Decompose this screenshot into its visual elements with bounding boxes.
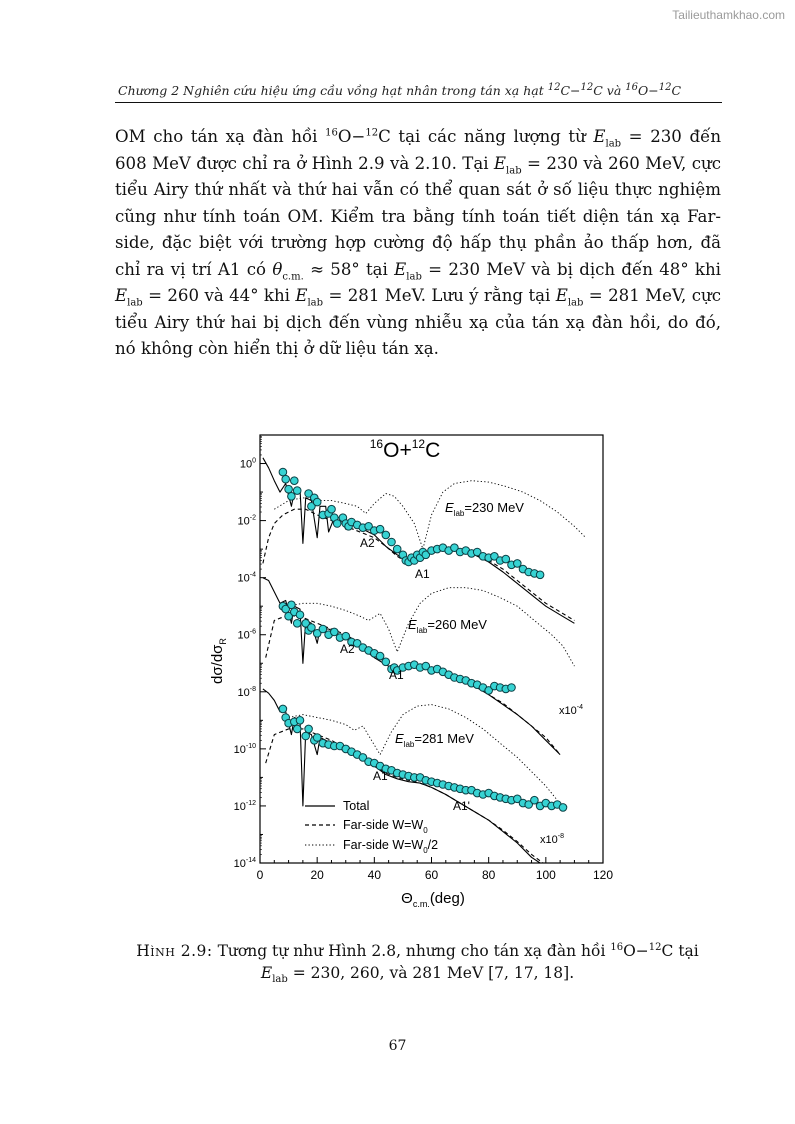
page-number: 67: [388, 1038, 407, 1054]
data-point-exp-260-mev: [382, 658, 390, 666]
data-point-exp-260-mev: [288, 601, 296, 609]
data-point-exp-281-mev: [293, 725, 301, 733]
data-point-exp-230-mev: [279, 468, 287, 476]
data-point-exp-230-mev: [282, 475, 290, 483]
x-axis-label: $\Theta_{c.m.}(deg)$: [401, 890, 465, 909]
series-far-side-w-w0-2-281-mev: [289, 705, 558, 801]
minimum-label-a1-230: A1: [415, 567, 430, 581]
energy-label-230: $E_{lab}=230$ MeV: [445, 500, 524, 518]
body-paragraph: OM cho tán xạ đàn hồi $^{16}$O−$^{12}$C tại các năng lượng từ $E_{lab} = 230$ đến 608 MeV được chỉ ra ở Hình 2.9 và 2.10. Tại $E_{lab} = 230$ và 260 MeV, cực tiểu Airy thứ nhất và thứ hai vẫn có thể quan sát ở số liệu thực nghiệm cũng như tính toán OM. Kiểm tra bằng tính toán tiết diện tán xạ Far-side, đặc biệt với trường hợp cường độ hấp thụ phần ảo thấp hơn, đã chỉ ra vị trí A1 có $\theta_{c.m.} \approx 58^\circ$ tại $E_{lab} = 230$ MeV và bị dịch đến 48° khi $E_{lab} = 260$ và 44° khi $E_{lab} = 281$ MeV. Lưu ý rằng tại $E_{lab} = 281$ MeV, cực tiểu Airy thứ hai bị dịch đến vùng nhiễu xạ của tán xạ đàn hồi, do đó, nó không còn hiển thị ở dữ liệu tán xạ.: [115, 127, 722, 358]
chart: [195, 425, 620, 915]
data-point-exp-230-mev: [285, 485, 293, 493]
y-tick-label: $10^0$: [239, 457, 256, 471]
y-tick-label: $10^{-8}$: [237, 685, 256, 699]
data-point-exp-260-mev: [308, 624, 316, 632]
legend: [305, 799, 438, 855]
x-tick-label: 0: [256, 868, 264, 882]
data-point-exp-230-mev: [291, 477, 299, 485]
data-point-exp-230-mev: [313, 498, 321, 506]
x-tick-label: 120: [592, 868, 614, 882]
data-point-exp-230-mev: [536, 571, 544, 579]
data-point-exp-281-mev: [302, 732, 310, 740]
series-total-230-mev: [263, 458, 575, 624]
x-tick-label: 40: [367, 868, 382, 882]
data-point-exp-230-mev: [388, 538, 396, 546]
scale-label-x10-8: $x10^{-8}$: [540, 833, 564, 846]
x-tick-label: 80: [481, 868, 496, 882]
y-tick-label: $10^{-2}$: [237, 514, 256, 528]
data-point-exp-230-mev: [382, 531, 390, 539]
figure-caption: Hình 2.9: Tương tự như Hình 2.8, nhưng cho tán xạ đàn hồi $^{16}$O−$^{12}$C tại $E_{lab} = 230$, 260, và 281 MeV [7, 17, 18].: [136, 941, 699, 986]
data-point-exp-260-mev: [296, 611, 304, 619]
minimum-label-a2-230: A2: [360, 536, 375, 550]
energy-label-281: $E_{lab}=281$ MeV: [395, 731, 474, 749]
minimum-label-a1prime-281: A1': [453, 799, 470, 813]
chart-title: $^{16}$O+$^{12}$C: [369, 437, 441, 462]
legend-label-far-w: Far-side $W=W_0$: [343, 818, 428, 835]
data-point-exp-230-mev: [328, 505, 336, 513]
y-tick-label: $10^{-14}$: [233, 857, 256, 870]
y-axis-label: $d\sigma/d\sigma_R$: [209, 638, 228, 684]
data-point-exp-281-mev: [279, 705, 287, 713]
legend-label-total: Total: [343, 799, 370, 813]
data-point-exp-281-mev: [559, 804, 567, 812]
figure-2-9: [195, 425, 620, 915]
x-tick-label: 100: [535, 868, 556, 882]
scale-label-x10-4: $x10^{-4}$: [559, 704, 583, 717]
data-point-exp-230-mev: [288, 493, 296, 501]
minimum-label-a1-281: A1: [373, 769, 388, 783]
running-head: Chương 2 Nghiên cứu hiệu ứng cầu vồng hạt nhân trong tán xạ hạt $^{12}$C−$^{12}$C và $^{16}$O−$^{12}$C: [118, 81, 682, 98]
y-tick-label: $10^{-12}$: [233, 799, 256, 813]
watermark: Tailieuthamkhao.com: [672, 8, 785, 22]
header-rule: [115, 102, 722, 103]
data-point-exp-281-mev: [296, 717, 304, 725]
energy-label-260: $E_{lab}=260$ MeV: [408, 617, 487, 635]
x-tick-label: 60: [424, 868, 439, 882]
experimental-points: [279, 468, 567, 811]
series-far-side-w-w0-230-mev: [263, 509, 575, 620]
data-point-exp-260-mev: [508, 684, 516, 692]
data-point-exp-260-mev: [293, 620, 301, 628]
y-tick-label: $10^{-4}$: [237, 571, 256, 585]
minimum-label-a1-260: A1: [389, 668, 404, 682]
y-tick-label: $10^{-6}$: [237, 628, 256, 642]
data-point-exp-281-mev: [305, 725, 313, 733]
data-point-exp-230-mev: [293, 487, 301, 495]
x-tick-label: 20: [310, 868, 324, 882]
y-tick-label: $10^{-10}$: [233, 742, 256, 756]
data-point-exp-230-mev: [333, 520, 341, 528]
legend-label-far-w2: Far-side $W=W_0/2$: [343, 838, 439, 855]
minimum-label-a2-260: A2: [340, 642, 355, 656]
